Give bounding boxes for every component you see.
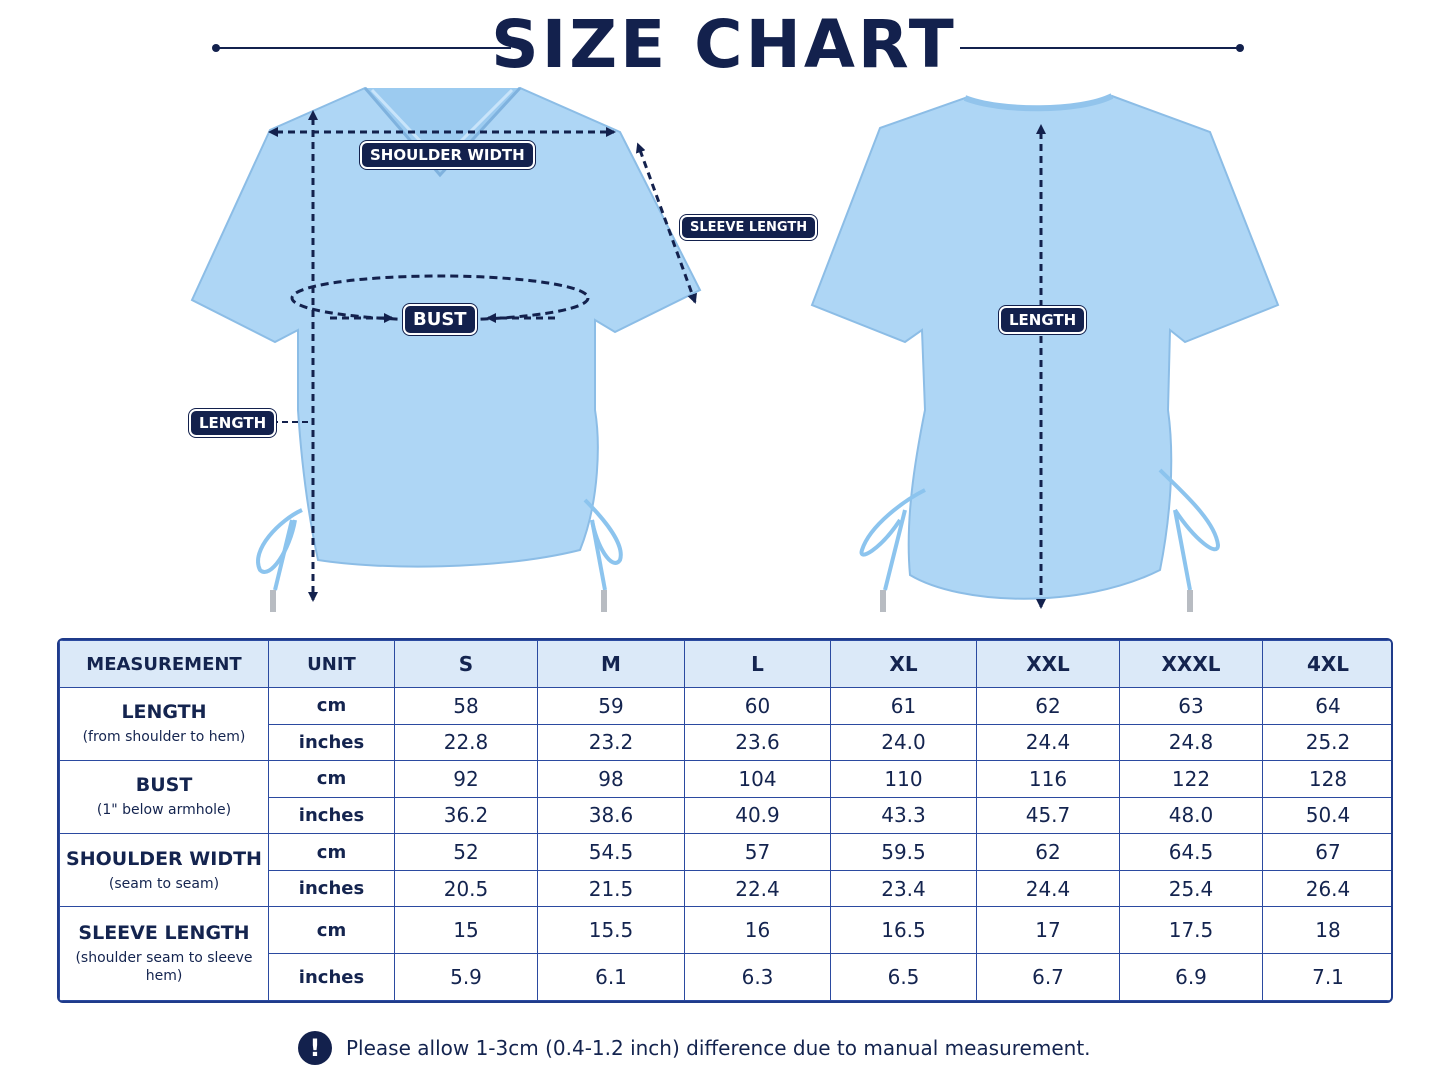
header-size-4xl: 4XL	[1263, 641, 1394, 688]
unit-cell: inches	[269, 954, 395, 1001]
front-length-tag: LENGTH	[189, 409, 276, 437]
title-bar	[0, 0, 1448, 90]
unit-cell: inches	[269, 797, 395, 834]
value-cell: 61	[831, 688, 977, 725]
title-rule-dot-right	[1236, 44, 1244, 52]
unit-cell: cm	[269, 761, 395, 798]
value-cell: 54.5	[538, 834, 685, 871]
unit-cell: inches	[269, 870, 395, 907]
value-cell: 45.7	[977, 797, 1120, 834]
row-label-sleeve-length	[60, 907, 269, 1001]
header-size-l: L	[685, 641, 831, 688]
value-cell: 64	[1263, 688, 1394, 725]
value-cell: 59	[538, 688, 685, 725]
measurement-note: (shoulder seam to sleeve hem)	[75, 950, 253, 984]
table-row	[60, 907, 1394, 954]
value-cell: 6.9	[1120, 954, 1263, 1001]
header-size-xxxl: XXXL	[1120, 641, 1263, 688]
value-cell: 5.9	[395, 954, 538, 1001]
shoulder-width-tag: SHOULDER WIDTH	[360, 141, 535, 169]
value-cell: 58	[395, 688, 538, 725]
value-cell: 16	[685, 907, 831, 954]
value-cell: 43.3	[831, 797, 977, 834]
value-cell: 23.4	[831, 870, 977, 907]
back-length-tag: LENGTH	[999, 306, 1086, 334]
back-shirt	[812, 96, 1278, 612]
value-cell: 64.5	[1120, 834, 1263, 871]
header-measurement: MEASUREMENT	[60, 641, 269, 688]
table-row	[60, 834, 1394, 871]
disclaimer-text: Please allow 1-3cm (0.4-1.2 inch) difference due to manual measurement.	[346, 1036, 1091, 1060]
value-cell: 104	[685, 761, 831, 798]
bust-tag: BUST	[403, 304, 477, 335]
value-cell: 24.4	[977, 724, 1120, 761]
value-cell: 128	[1263, 761, 1394, 798]
row-label-length	[60, 688, 269, 761]
title-rule-right	[960, 47, 1240, 49]
value-cell: 116	[977, 761, 1120, 798]
value-cell: 20.5	[395, 870, 538, 907]
value-cell: 98	[538, 761, 685, 798]
measurement-note: (seam to seam)	[108, 875, 220, 892]
header-size-m: M	[538, 641, 685, 688]
value-cell: 25.4	[1120, 870, 1263, 907]
value-cell: 59.5	[831, 834, 977, 871]
value-cell: 63	[1120, 688, 1263, 725]
unit-cell: cm	[269, 834, 395, 871]
value-cell: 17	[977, 907, 1120, 954]
value-cell: 48.0	[1120, 797, 1263, 834]
row-label-bust	[60, 761, 269, 834]
value-cell: 18	[1263, 907, 1394, 954]
value-cell: 62	[977, 834, 1120, 871]
shirt-drawings	[0, 80, 1448, 625]
table-row	[60, 761, 1394, 798]
unit-cell: cm	[269, 907, 395, 954]
value-cell: 17.5	[1120, 907, 1263, 954]
unit-cell: inches	[269, 724, 395, 761]
value-cell: 26.4	[1263, 870, 1394, 907]
value-cell: 57	[685, 834, 831, 871]
value-cell: 15	[395, 907, 538, 954]
measurement-name: SHOULDER WIDTH	[66, 847, 262, 870]
value-cell: 23.6	[685, 724, 831, 761]
garment-illustration	[0, 80, 1448, 625]
measurement-name: LENGTH	[121, 701, 207, 724]
measurement-note: (from shoulder to hem)	[82, 729, 246, 746]
value-cell: 110	[831, 761, 977, 798]
value-cell: 67	[1263, 834, 1394, 871]
value-cell: 62	[977, 688, 1120, 725]
value-cell: 7.1	[1263, 954, 1394, 1001]
header-unit: UNIT	[269, 641, 395, 688]
exclamation-icon: !	[298, 1031, 332, 1065]
header-size-xl: XL	[831, 641, 977, 688]
value-cell: 24.4	[977, 870, 1120, 907]
page-title: SIZE CHART	[491, 6, 957, 83]
size-table	[57, 638, 1393, 1003]
value-cell: 22.8	[395, 724, 538, 761]
header-size-s: S	[395, 641, 538, 688]
value-cell: 92	[395, 761, 538, 798]
value-cell: 60	[685, 688, 831, 725]
measurement-name: BUST	[135, 774, 193, 797]
row-label-shoulder-width	[60, 834, 269, 907]
value-cell: 6.1	[538, 954, 685, 1001]
value-cell: 36.2	[395, 797, 538, 834]
value-cell: 25.2	[1263, 724, 1394, 761]
value-cell: 23.2	[538, 724, 685, 761]
sleeve-length-tag: SLEEVE LENGTH	[680, 215, 817, 240]
table-header-row	[60, 641, 1394, 688]
value-cell: 52	[395, 834, 538, 871]
table-row	[60, 688, 1394, 725]
value-cell: 122	[1120, 761, 1263, 798]
value-cell: 40.9	[685, 797, 831, 834]
value-cell: 16.5	[831, 907, 977, 954]
value-cell: 24.0	[831, 724, 977, 761]
value-cell: 15.5	[538, 907, 685, 954]
value-cell: 21.5	[538, 870, 685, 907]
value-cell: 6.5	[831, 954, 977, 1001]
value-cell: 6.7	[977, 954, 1120, 1001]
value-cell: 50.4	[1263, 797, 1394, 834]
header-size-xxl: XXL	[977, 641, 1120, 688]
value-cell: 24.8	[1120, 724, 1263, 761]
unit-cell: cm	[269, 688, 395, 725]
measurement-note-footer	[298, 1028, 1091, 1068]
value-cell: 6.3	[685, 954, 831, 1001]
value-cell: 38.6	[538, 797, 685, 834]
measurement-note: (1" below armhole)	[96, 802, 232, 819]
value-cell: 22.4	[685, 870, 831, 907]
measurement-name: SLEEVE LENGTH	[78, 922, 250, 945]
